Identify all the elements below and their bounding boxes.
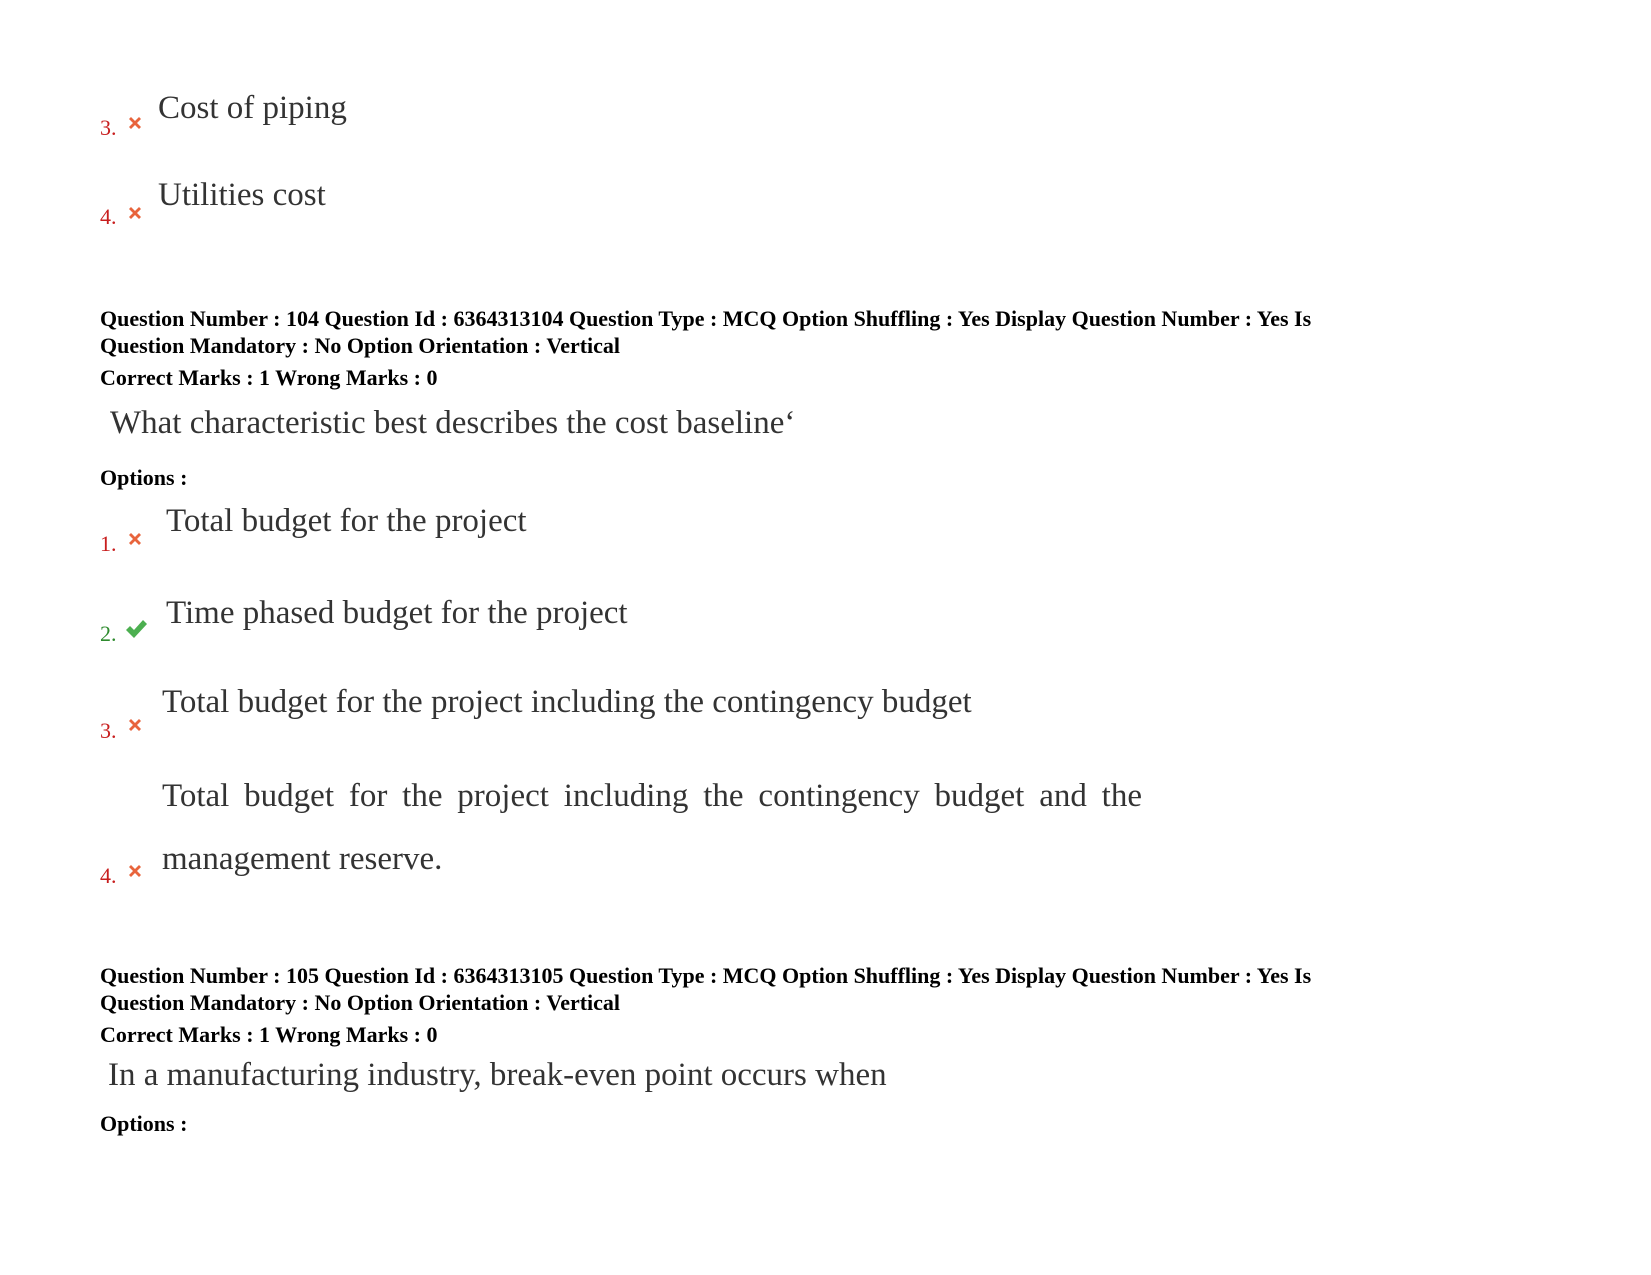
option-text: Time phased budget for the project (166, 595, 628, 631)
question-meta-continued: Question Mandatory : No Option Orientation : Vertical (100, 990, 621, 1015)
question-meta: Question Number : 104 Question Id : 6364313104 Question Type : MCQ Option Shuffling : Yes Display Question Number : Yes Is (100, 306, 1312, 331)
option-text (162, 778, 1142, 878)
marks-info: Correct Marks : 1 Wrong Marks : 0 (100, 1022, 438, 1047)
option-number: 2. (100, 621, 117, 646)
option-text-line: management reserve. (162, 841, 443, 877)
check-icon (124, 618, 148, 640)
options-label: Options : (100, 465, 188, 490)
option-number: 4. (100, 204, 117, 229)
option-text: Cost of piping (158, 90, 347, 126)
option-text-line: Total budget for the project including the contingency budget and the (162, 778, 1142, 814)
question-meta-continued: Question Mandatory : No Option Orientation : Vertical (100, 333, 621, 358)
question-text: What characteristic best describes the cost baseline‘ (110, 405, 796, 441)
cross-icon (126, 114, 144, 132)
cross-icon (126, 716, 144, 734)
marks-info: Correct Marks : 1 Wrong Marks : 0 (100, 365, 438, 390)
option-number: 3. (100, 718, 117, 743)
option-number: 1. (100, 531, 117, 556)
option-text: Total budget for the project (166, 503, 527, 539)
cross-icon (126, 530, 144, 548)
cross-icon (126, 204, 144, 222)
option-number: 4. (100, 863, 117, 888)
question-text: In a manufacturing industry, break-even point occurs when (108, 1057, 887, 1093)
options-label: Options : (100, 1111, 188, 1136)
option-number: 3. (100, 115, 117, 140)
cross-icon (126, 862, 144, 880)
option-text: Utilities cost (158, 177, 326, 213)
option-text: Total budget for the project including the contingency budget (162, 684, 972, 720)
question-meta: Question Number : 105 Question Id : 6364313105 Question Type : MCQ Option Shuffling : Yes Display Question Number : Yes Is (100, 963, 1312, 988)
